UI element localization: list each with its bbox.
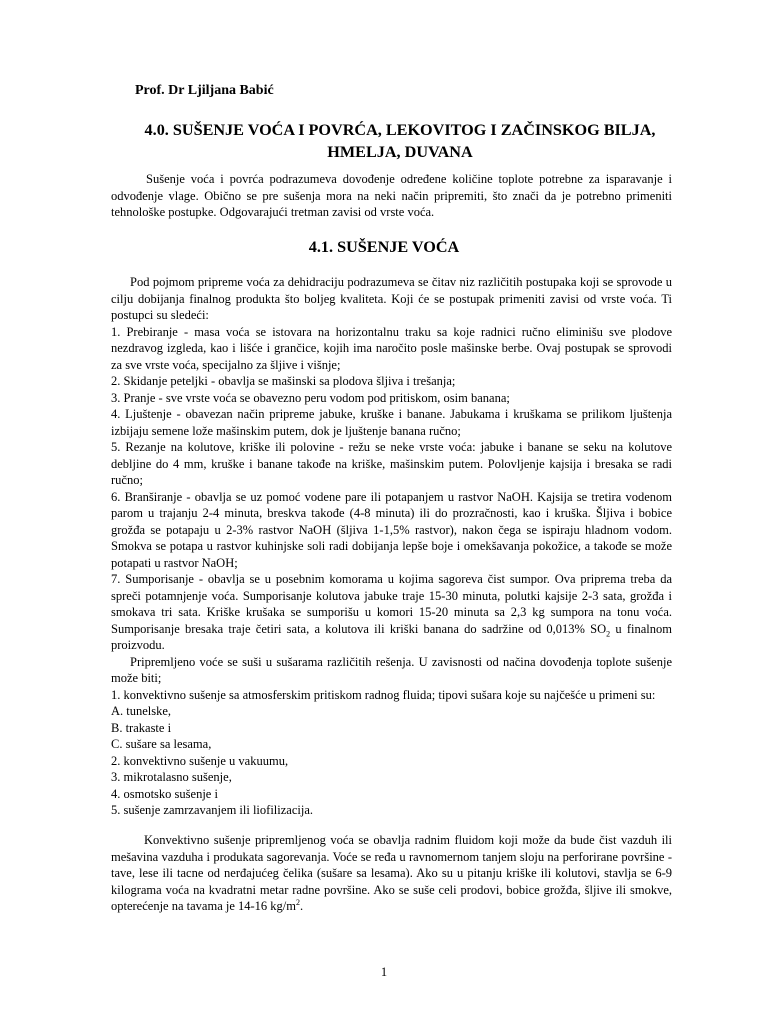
so2-subscript: 2 [606,629,611,638]
step-7-text: 7. Sumporisanje - obavlja se u posebnim komorama u kojima sagoreva čist sumpor. Ova priprema treba da spreči potamnjenje voća. Sumporisanje kolutova jabuke traje 15-30 minuta, polutki kajsije 2-3 sata, grožđa i smokava tri sata. Kriške krušaka se sumporišu u komori 15-20 minuta sa 2,3 kg sumpora na tonu voća. Sumporisanje bresaka traje četiri sata, a kolutova ili kriški banana do sadržine od 0,013% SO [111,572,672,636]
method-item: 1. konvektivno sušenje sa atmosferskim pritiskom radnog fluida; tipovi sušara koje su najčešće u primeni su: [111,687,656,702]
document-title-line-1: 4.0. SUŠENJE VOĆA I POVRĆA, LEKOVITOG I ZAČINSKOG BILJA, [144,121,656,139]
preparation-intro-paragraph: Pod pojmom pripreme voća za dehidraciju podrazumeva se čitav niz različitih postupaka koji se sprovode u cilju dobijanja finalnog produkta što boljeg kvaliteta. Koji će se postupak primeniti zavisi od vrste voća. Ti postupci su sledeći: [111,275,672,322]
convective-drying-text-end: . [300,899,304,913]
method-item: B. trakaste i [111,720,172,735]
method-item: 3. mikrotalasno sušenje, [111,770,232,784]
preparation-section [111,274,672,819]
section-heading: 4.1. SUŠENJE VOĆA [308,238,460,256]
document-title [0,119,768,163]
step-item: 5. Rezanje na kolutove, kriške ili polovine - režu se neke vrste voća: jabuke i banane se seku na kolutove debljine do 4 mm, kruške i banane takođe na kriške, mašinskim putem. Polovljenje kajsija i bresaka se radi ručno; [111,440,672,487]
step-item: 1. Prebiranje - masa voća se istovara na horizontalnu traku sa koje radnici ručno eliminišu sve plodove nezdravog izgleda, kao i lišće i grančice, kojih ima naročito posle mašinske berbe. Ovaj postupak se sprovodi za sve vrste voća, specijalno za šljive i višnje; [111,324,672,372]
drying-methods-paragraph: Pripremljeno voće se suši u sušarama različitih rešenja. U zavisnosti od načina dovođenja toplote sušenje može biti; [111,654,672,685]
step-7-text-end: u finalnom proizvodu. [111,621,672,652]
step-item-sulfuring [111,571,672,654]
method-item: 5. sušenje zamrzavanjem ili liofilizacija. [111,803,314,817]
method-item: 4. osmotsko sušenje i [111,786,218,801]
step-item: 2. Skidanje peteljki - obavlja se mašinski sa plodova šljiva i trešanja; [111,374,456,388]
document-title-line-2: HMELJA, DUVANA [327,143,473,161]
method-item: 2. konvektivno sušenje u vakuumu, [111,753,289,768]
convective-drying-text: Konvektivno sušenje pripremljenog voća se obavlja radnim fluidom koji može da bude čist vazduh ili mešavina vazduha i produkata sagorevanja. Voće se ređa u ravnomernom tanjem sloju na perforirane površine - tave, lese ili tacne od nerđajućeg čelika (sušare sa lesama). Ako su u pitanju kriške ili kolutovi, stavlja se 6-9 kilograma voća na kvadratni metar radne površine. Ako se suše celi prodovi, bobice grožđa, šljive ili smokve, opterećenje na tavama je 14-16 kg/m [111,833,672,913]
method-item: C. sušare sa lesama, [111,737,212,751]
author-name: Prof. Dr Ljiljana Babić [135,83,274,98]
step-item: 4. Ljuštenje - obavezan način pripreme jabuke, kruške i banane. Jabukama i kruškama se prilikom ljuštenja izbijaju semene lože mašinskim putem, dok je ljuštenje banana ručno; [111,407,672,438]
intro-section [111,171,672,221]
square-superscript: 2 [296,897,300,907]
convective-drying-section [111,832,672,915]
intro-paragraph: Sušenje voća i povrća podrazumeva dovođenje određene količine toplote potrebne za isparavanje i odvođenje vlage. Obično se pre sušenja mora na neki način pripremiti, što znači da je potrebno primeniti tehnološke postupke. Odgovarajući tretman zavisi od vrste voća. [111,172,672,219]
method-item: A. tunelske, [111,704,172,718]
convective-drying-paragraph [111,832,672,915]
step-item: 6. Branširanje - obavlja se uz pomoć vodene pare ili potapanjem u rastvor NaOH. Kajsija se tretira vodenom parom u trajanju 2-4 minuta, breskva takođe (4-8 minuta) ili do prozračnosti, kao i kruška. Šljiva i bobice grožđa se potapaju u 2-3% rastvor NaOH (šljiva 1-1,5% rastvor), nakon čega se ispiraju hladnom vodom. Smokva se potapa u rastvor kuhinjske soli radi dobijanja lepše boje i omekšavanja pokožice, a takođe se može potapati u rastvor NaOH; [111,489,672,570]
page-number: 1 [380,965,388,979]
step-item: 3. Pranje - sve vrste voća se obavezno peru vodom pod pritiskom, osim banana; [111,390,510,405]
